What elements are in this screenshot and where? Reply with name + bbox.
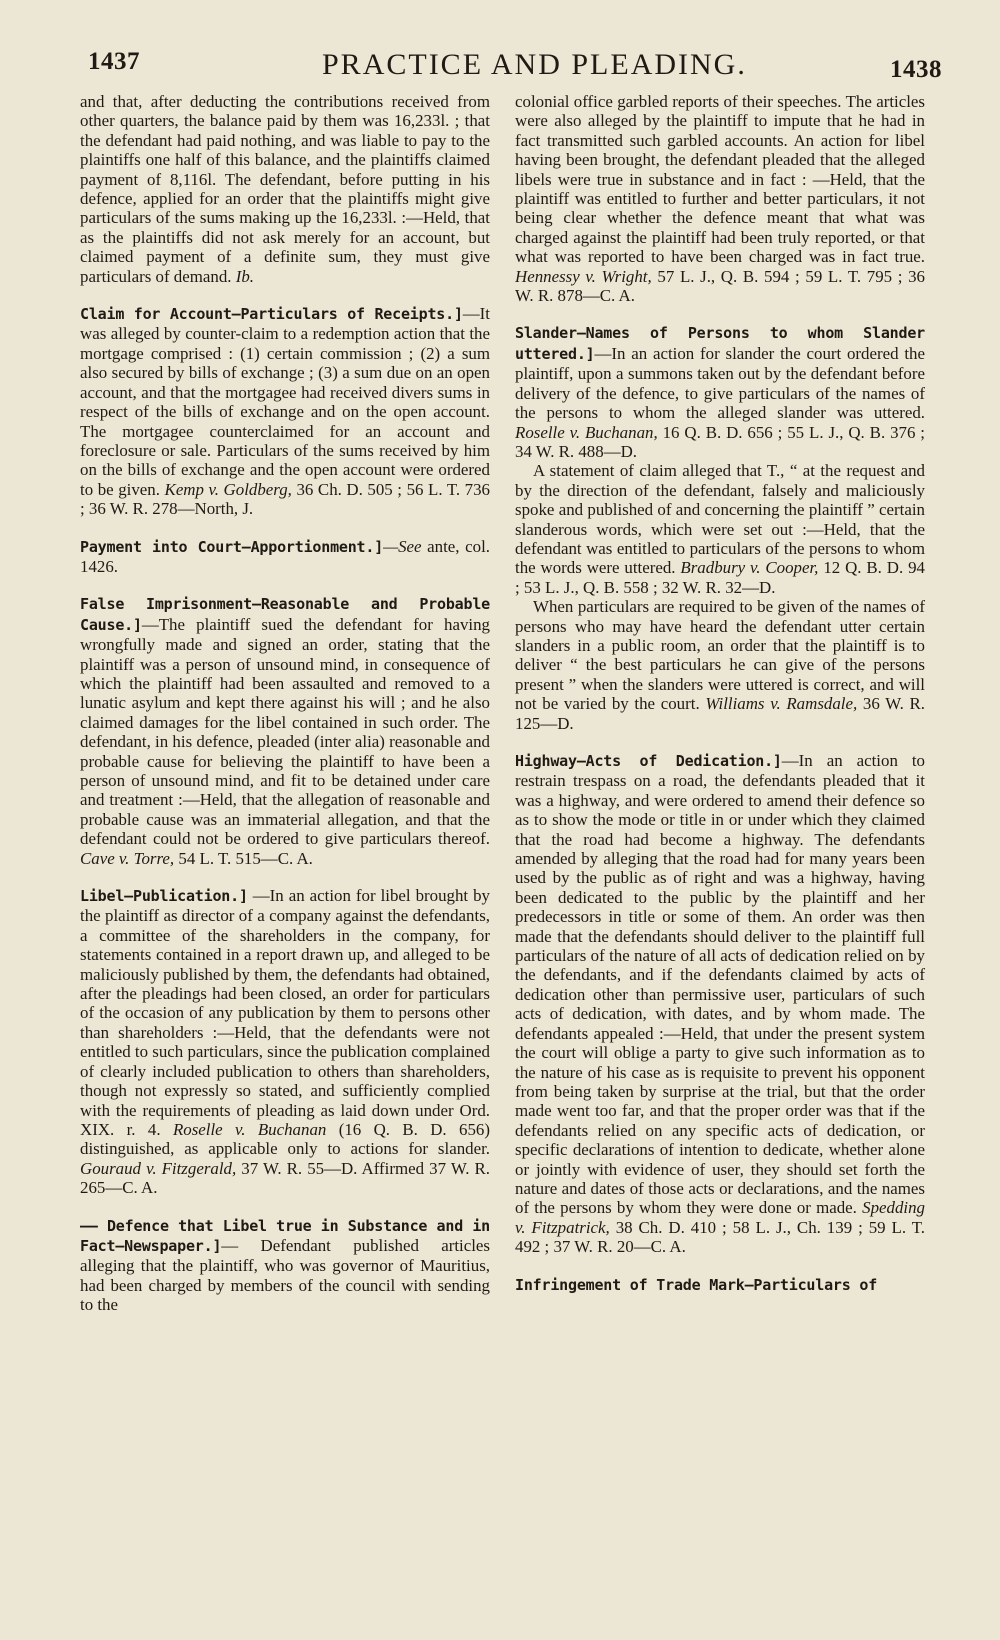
citation-reference: 57 L. J., Q. B. 594 ; 59 L. T. 795 ; 36 W. R. 878—C. A. (515, 266, 925, 306)
entry (515, 751, 925, 1257)
case-citation: Ib. (235, 266, 255, 286)
entry (80, 537, 490, 577)
citation-reference: 38 Ch. D. 410 ; 58 L. J., Ch. 139 ; 59 L. T. 492 ; 37 W. R. 20—C. A. (515, 1217, 925, 1257)
entry (80, 304, 490, 518)
entry-heading: —— Defence that Libel true in Substance and in Fact—Newspaper.] (80, 1216, 490, 1255)
entry-heading: Payment into Court—Apportionment.] (80, 537, 384, 556)
left-page-number: 1437 (88, 48, 140, 75)
entry-text: —In an action for libel brought by the plaintiff as director of a company against the defendants, a committee of the shareholders in the company, for statements contained in a report drawn up, and alleged to be maliciously published by them, the defendants had obtained, after the pleadings had been closed, an order for particulars of the occasion of any publication by them to persons other than shareholders :—Held, that the defendants were not entitled to such particulars, since the publication complained of clearly included publication to others than shareholders, though not expressly so stated, and sufficiently complied with the requirements of pleading as laid down under Ord. XIX. r. 4. (80, 886, 490, 1139)
entry (515, 323, 925, 461)
paragraph (515, 597, 925, 733)
see-reference: —See (383, 536, 422, 556)
citation-reference: 12 Q. B. D. 94 ; 53 L. J., Q. B. 558 ; 32 W. R. 32—D. (515, 558, 925, 597)
entry-heading: Slander—Names of Persons to whom Slander uttered.] (515, 324, 925, 363)
entry-heading: Claim for Account—Particulars of Receipts.] (80, 305, 463, 324)
paragraph (515, 92, 925, 305)
entry-text: —In an action for slander the court ordered the plaintiff, upon a summons taken out by the defendant before delivery of the defence, to give particulars of the names of the persons to whom the alleged slander was uttered. (515, 343, 925, 423)
left-column (80, 92, 490, 1542)
running-title: PRACTICE AND PLEADING. (322, 48, 747, 81)
case-citation: Gouraud v. Fitzgerald, (80, 1158, 237, 1178)
citation-reference: 37 W. R. 55—D. Affirmed 37 W. R. 265—C. A. (80, 1158, 490, 1198)
entry-text: —It was alleged by counter-claim to a redemption action that the mortgage comprised : (1) certain commission ; (2) a sum also secured by bills of exchange ; (3) a sum due on an open account, and that the mortgagee had received divers sums in respect of the bills of exchange and on the open account. The mortgagee counterclaimed for an account and foreclosure or sale. Particulars of the sums received by him on the bills of exchange and the open account were ordered to be given. (80, 304, 490, 499)
entry-heading: Highway—Acts of Dedication.] (515, 752, 782, 770)
case-citation: Hennessy v. Wright, (515, 266, 652, 286)
paragraph-text: When particulars are required to be given of the names of persons who may have heard the defendant utter certain slanders in a public room, an order that the plaintiff is to deliver “ the best particulars he can give of the persons present ” when the slanders were uttered is correct, and will not be varied by the court. (515, 597, 925, 714)
citation-reference: 16 Q. B. D. 656 ; 55 L. J., Q. B. 376 ; 34 W. R. 488—D. (515, 422, 925, 461)
entry-heading: Libel—Publication.] (80, 887, 248, 906)
page-header (0, 48, 1000, 88)
entry-heading: Infringement of Trade Mark—Particulars of (515, 1275, 878, 1294)
entry-text: — Defendant published articles alleging that the plaintiff, who was governor of Mauritius, had been charged by members of the council with sending to the (80, 1235, 490, 1315)
case-citation: Roselle v. Buchanan, (515, 422, 658, 442)
entry-text: (16 Q. B. D. 656) distinguished, as applicable only to actions for slander. (80, 1119, 490, 1159)
entry (80, 1216, 490, 1315)
entry-text: —In an action to restrain trespass on a road, the defendants pleaded that it was a highway, and were ordered to amend their defence so as to show the mode or title in or under which they claimed that the road had become a highway. The defendants amended by alleging that the road had for many years been used by the public as of right and was a highway, having been dedicated to the public by the plaintiff and her predecessors in title or some of them. An order was then made that the defendants should deliver to the plaintiff full particulars of the nature of all acts of dedication relied on by the defendants, and if the defendants claimed by acts of dedication other than permissive user, particulars of such acts of dedication, with dates, and by whom made. The defendants appealed :—Held, that under the present system the court will oblige a party to give such information as to the nature of his case as is requisite to prevent his opponent from being taken by surprise at the trial, but that the order made went too far, and that the proper order was that if the defendants relied on any specific acts of dedication, or specific declarations of intention to dedicate, whether alone or jointly with evidence of user, they should set forth the nature and dates of those acts or declarations, and the names of the persons by whom they were done or made. (515, 751, 925, 1218)
entry (515, 1275, 925, 1295)
case-citation: Cave v. Torre, (80, 848, 175, 868)
case-citation: Bradbury v. Cooper, (680, 558, 819, 578)
paragraph-text: colonial office garbled reports of their speeches. The articles were also alleged by the plaintiff to impute that he had in fact transmitted such garbled accounts. An action for libel having been brought, the defendant pleaded that the alleged libels were true in substance and in fact : —Held, that the plaintiff was entitled to further and better particulars, it not being clear whether the defence meant that what was charged against the plaintiff had been truly reported, or that what was reported to have been charged was in fact true. (515, 92, 925, 267)
case-citation: Kemp v. Goldberg, (164, 479, 292, 499)
paragraph-text: A statement of claim alleged that T., “ at the request and by the direction of the defendant, falsely and maliciously spoke and published of and concerning the plaintiff ” certain slanderous words, which were set out :—Held, that the defendant was entitled to particulars of the persons to whom the words were uttered. (515, 461, 925, 578)
right-page-number: 1438 (890, 56, 942, 83)
case-citation: Williams v. Ramsdale, (705, 694, 858, 714)
case-citation: Roselle v. Buchanan (172, 1119, 327, 1139)
citation-reference: 36 Ch. D. 505 ; 56 L. T. 736 ; 36 W. R. 278—North, J. (80, 479, 490, 519)
citation-reference: ante, col. 1426. (80, 536, 490, 576)
entry (80, 886, 490, 1198)
case-citation: Spedding v. Fitzpatrick, (515, 1198, 925, 1237)
paragraph-text: and that, after deducting the contributions received from other quarters, the balance paid by them was 16,233l. ; that the defendant had paid nothing, and was liable to pay to the plaintiffs one half of this balance, and the plaintiffs claimed payment of 8,116l. The defendant, before putting in his defence, applied for an order that the plaintiffs might give particulars of the sums making up the 16,233l. :—Held, that as the plaintiffs did not ask merely for an account, but claimed payment of a definite sum, they must give particulars of demand. (80, 92, 490, 286)
entry-text: —The plaintiff sued the defendant for having wrongfully made and signed an order, stating that the plaintiff was a person of unsound mind, in consequence of which the plaintiff had been assaulted and removed to a lunatic asylum and kept there against his will ; and he also claimed damages for the libel contained in such order. The defendant, in his defence, pleaded (inter alia) reasonable and probable cause for believing the plaintiff to have been a person of unsound mind, and fit to be detained under care and treatment :—Held, that the allegation of reasonable and probable cause was an immaterial allegation, and that the defendant could not be ordered to give particulars thereof. (80, 614, 490, 849)
citation-reference: 54 L. T. 515—C. A. (178, 848, 313, 868)
right-column (515, 92, 925, 1542)
paragraph (515, 461, 925, 597)
entry-heading: False Imprisonment—Reasonable and Probable Cause.] (80, 595, 490, 634)
paragraph (80, 92, 490, 286)
citation-reference: 36 W. R. 125—D. (515, 694, 925, 733)
entry (80, 594, 490, 868)
